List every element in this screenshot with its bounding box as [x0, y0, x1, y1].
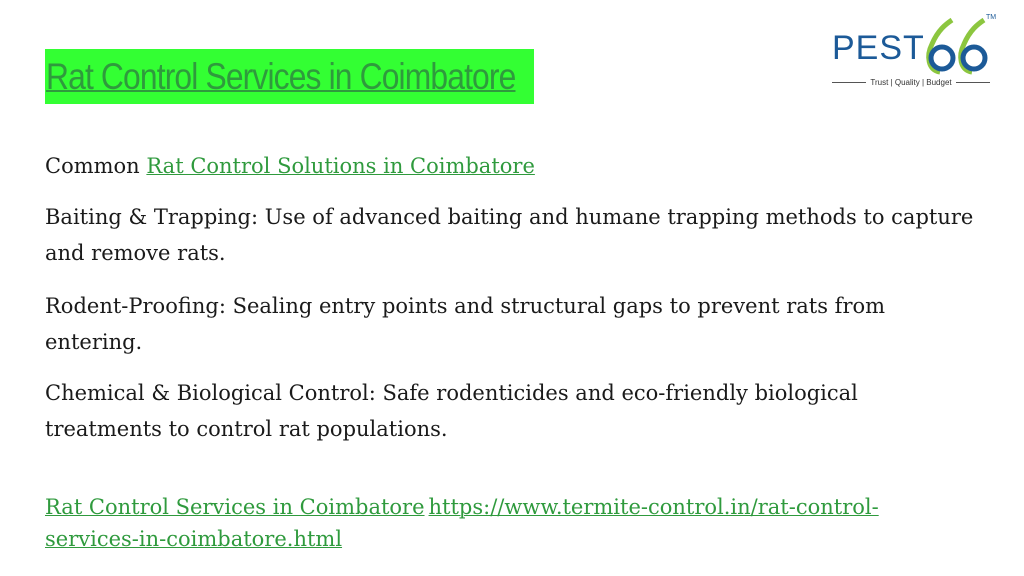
item-rodent-proofing: Rodent-Proofing: Sealing entry points and structural gaps to prevent rats from entering.: [45, 294, 886, 354]
tagline-text: Trust | Quality | Budget: [870, 78, 952, 87]
footer-service-link[interactable]: Rat Control Services in Coimbatore: [45, 495, 425, 519]
footer-url-link[interactable]: https://www.termite-control.in/rat-control-services-in-coimbatore.html: [45, 495, 879, 551]
logo-tagline: [832, 78, 990, 87]
item-chemical-control: Chemical & Biological Control: Safe rodenticides and eco-friendly biological treatments to control rat populations.: [45, 381, 858, 441]
logo-wordmark: PEST: [832, 29, 925, 67]
footer-links: [45, 491, 925, 555]
tagline-line-right: [956, 82, 990, 83]
intro-prefix: Common: [45, 154, 147, 178]
page-title-link[interactable]: Rat Control Services in Coimbatore: [46, 56, 516, 97]
tagline-line-left: [832, 82, 866, 83]
item-baiting: Baiting & Trapping: Use of advanced baiting and humane trapping methods to capture and remove rats.: [45, 205, 974, 265]
pest66-logo: [832, 12, 1002, 94]
logo-tm: TM: [986, 14, 997, 21]
intro-link[interactable]: Rat Control Solutions in Coimbatore: [146, 154, 535, 178]
intro-line: [45, 148, 975, 184]
